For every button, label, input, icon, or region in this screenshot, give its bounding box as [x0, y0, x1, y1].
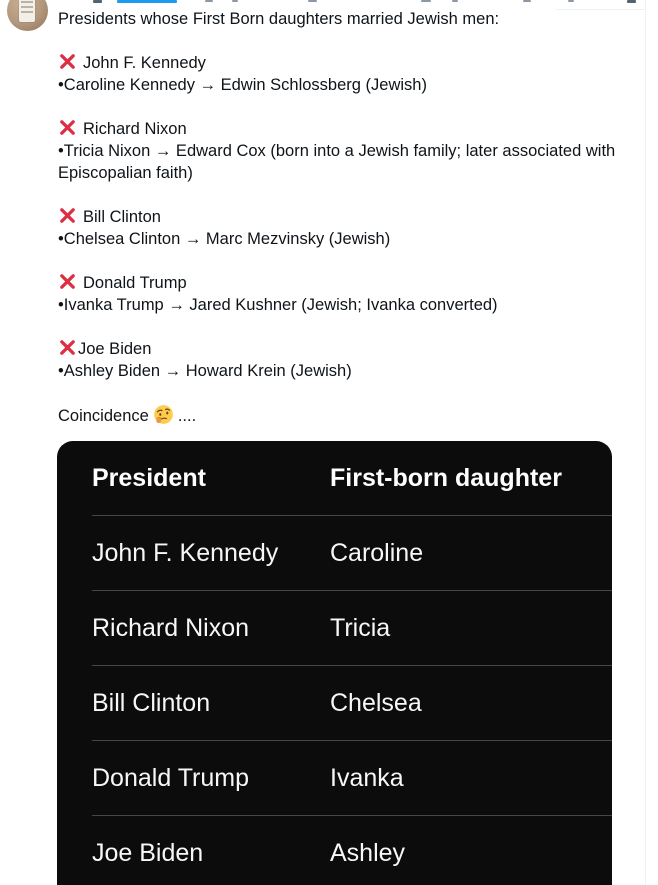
tweet-intro: Presidents whose First Born daughters married Jewish men: — [58, 10, 500, 28]
thinking-face-icon — [153, 404, 174, 425]
daughter-detail: •Chelsea Clinton → Marc Mezvinsky (Jewish) — [58, 230, 391, 248]
cross-mark-icon — [58, 272, 77, 291]
text-remnant — [523, 0, 531, 2]
table-row — [57, 516, 612, 590]
text-remnant — [421, 0, 431, 2]
text-remnant — [205, 0, 213, 2]
table-row — [57, 741, 612, 815]
cell-daughter: Ivanka — [330, 763, 404, 792]
link-remnant — [117, 0, 177, 3]
cell-daughter: Ashley — [330, 838, 406, 867]
text-remnant — [308, 0, 317, 2]
table-header-row — [57, 441, 612, 515]
cross-mark-icon — [58, 118, 77, 137]
president-name: Richard Nixon — [83, 120, 187, 138]
avatar-sign — [19, 0, 35, 22]
cell-president: Donald Trump — [92, 763, 250, 792]
closing-text: Coincidence — [58, 407, 149, 425]
text-remnant — [568, 0, 574, 2]
text-remnant — [93, 0, 102, 3]
daughter-detail: •Tricia Nixon → Edward Cox (born into a Jewish family; later associated with Episcopalian faith) — [58, 142, 616, 182]
daughter-detail: •Ivanka Trump → Jared Kushner (Jewish; Ivanka converted) — [58, 296, 498, 314]
president-name: Bill Clinton — [83, 208, 161, 226]
column-header-president: President — [92, 463, 206, 492]
attached-table-image[interactable] — [57, 441, 612, 885]
column-divider — [645, 0, 646, 885]
cross-mark-icon — [58, 338, 77, 357]
president-name: Joe Biden — [78, 340, 152, 358]
president-name: John F. Kennedy — [83, 54, 206, 72]
cross-mark-icon — [58, 206, 77, 225]
closing-line — [58, 404, 628, 427]
column-header-daughter: First-born daughter — [330, 463, 562, 492]
more-button-remnant — [627, 0, 636, 3]
cell-president: Richard Nixon — [92, 613, 250, 642]
daughter-detail: •Caroline Kennedy → Edwin Schlossberg (Jewish) — [58, 76, 427, 94]
daughter-detail: •Ashley Biden → Howard Krein (Jewish) — [58, 362, 352, 380]
table-row — [57, 816, 612, 885]
president-name: Donald Trump — [83, 274, 187, 292]
text-remnant — [452, 0, 458, 2]
avatar[interactable] — [7, 0, 48, 31]
table-row — [57, 591, 612, 665]
entry-clinton — [58, 206, 628, 250]
cell-president: John F. Kennedy — [92, 538, 279, 567]
tweet-text-block — [58, 8, 628, 449]
table-row — [57, 666, 612, 740]
cell-daughter: Caroline — [330, 538, 424, 567]
cell-daughter: Tricia — [330, 613, 391, 642]
text-remnant — [232, 0, 238, 2]
entry-nixon — [58, 118, 628, 184]
cross-mark-icon — [58, 52, 77, 71]
entry-trump — [58, 272, 628, 316]
entry-biden — [58, 338, 628, 382]
cell-president: Bill Clinton — [92, 688, 211, 717]
cell-president: Joe Biden — [92, 838, 204, 867]
cell-daughter: Chelsea — [330, 688, 422, 717]
closing-suffix: .... — [177, 407, 197, 425]
entry-kennedy — [58, 52, 628, 96]
